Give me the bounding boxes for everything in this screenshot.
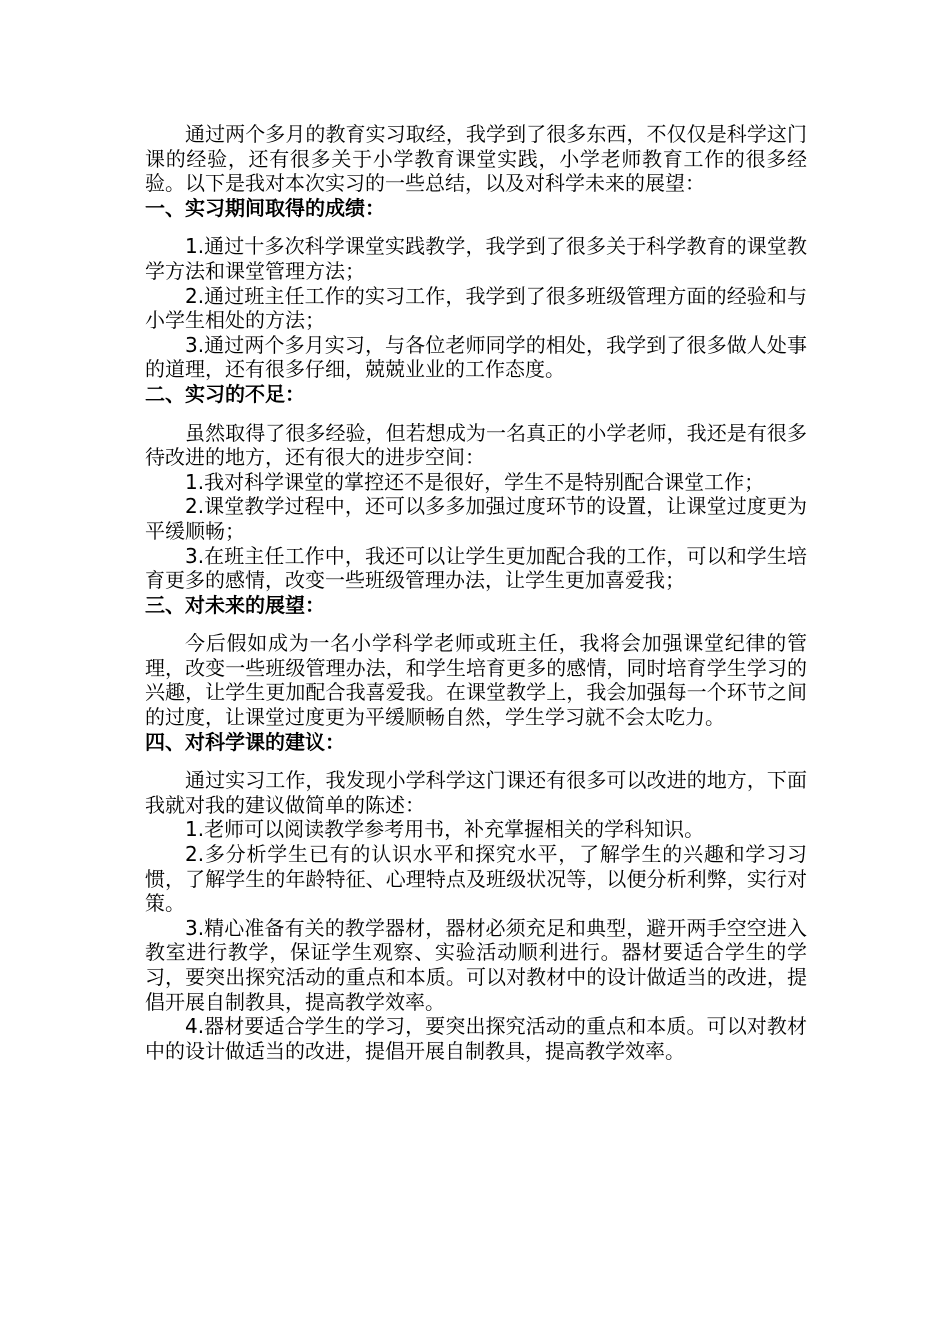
outlook-paragraph: 今后假如成为一名小学科学老师或班主任，我将会加强课堂纪律的管理，改变一些班级管理办法，和学生培育更多的感情，同时培育学生学习的兴趣，让学生更加配合我喜爱我。在课堂教学上，我会加强每一个环节之间的过度，让课堂过度更为平缓顺畅自然，学生学习就不会太吃力。 [145,631,807,730]
suggestion-item-1: 1.老师可以阅读教学参考用书，补充掌握相关的学科知识。 [185,817,705,842]
section-heading-shortcomings: 二、实习的不足： [145,381,305,406]
intro-paragraph: 通过两个多月的教育实习取经，我学到了很多东西，不仅仅是科学这门课的经验，还有很多关于小学教育课堂实践，小学老师教育工作的很多经验。以下是我对本次实习的一些总结，以及对科学未来的展望： [145,122,807,196]
achievement-item-3: 3.通过两个多月实习，与各位老师同学的相处，我学到了很多做人处事的道理，还有很多仔细，兢兢业业的工作态度。 [145,332,807,382]
shortcoming-item-3: 3.在班主任工作中，我还可以让学生更加配合我的工作，可以和学生培育更多的感情，改变一些班级管理办法，让学生更加喜爱我； [145,543,807,593]
suggestion-item-3: 3.精心准备有关的教学器材，器材必须充足和典型，避开两手空空进入教室进行教学，保证学生观察、实验活动顺利进行。器材要适合学生的学习，要突出探究活动的重点和本质。可以对教材中的设计做适当的改进，提倡开展自制教具，提高教学效率。 [145,915,807,1014]
shortcoming-item-2: 2.课堂教学过程中，还可以多多加强过度环节的设置，让课堂过度更为平缓顺畅； [145,494,807,543]
section-heading-outlook: 三、对未来的展望： [145,592,325,617]
document-body [145,122,807,1063]
shortcomings-intro: 虽然取得了很多经验，但若想成为一名真正的小学老师，我还是有很多待改进的地方，还有很大的进步空间： [145,420,807,470]
achievement-item-2: 2.通过班主任工作的实习工作，我学到了很多班级管理方面的经验和与小学生相处的方法； [145,283,807,333]
shortcoming-item-1: 1.我对科学课堂的掌控还不是很好，学生不是特别配合课堂工作； [185,469,765,494]
achievement-item-1: 1.通过十多次科学课堂实践教学，我学到了很多关于科学教育的课堂教学方法和课堂管理方法； [145,234,807,283]
suggestion-item-2: 2.多分析学生已有的认识水平和探究水平，了解学生的兴趣和学习习惯，了解学生的年龄特征、心理特点及班级状况等，以便分析利弊，实行对策。 [145,842,807,916]
section-heading-suggestions: 四、对科学课的建议： [145,729,345,754]
section-heading-achievements: 一、实习期间取得的成绩： [145,195,385,220]
suggestions-intro: 通过实习工作，我发现小学科学这门课还有很多可以改进的地方，下面我就对我的建议做简单的陈述： [145,768,807,817]
suggestion-item-4: 4.器材要适合学生的学习，要突出探究活动的重点和本质。可以对教材中的设计做适当的改进，提倡开展自制教具，提高教学效率。 [145,1014,807,1063]
